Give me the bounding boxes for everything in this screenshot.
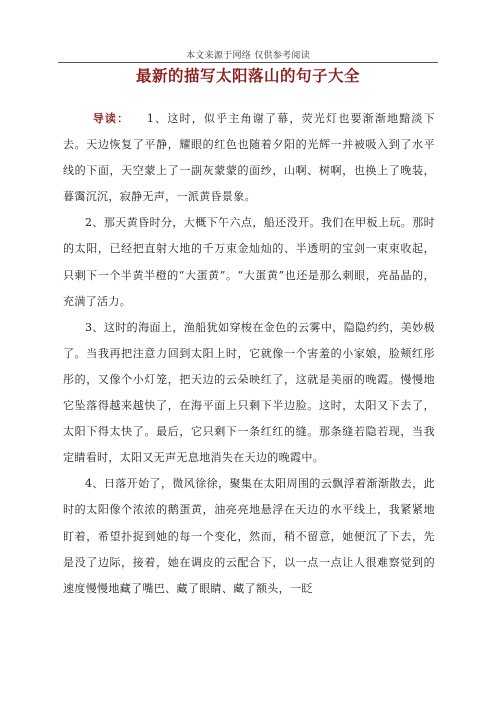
page-title: 最新的描写太阳落山的句子大全 bbox=[135, 66, 360, 85]
paragraph-4: 4、日落开始了，微风徐徐，聚集在太阳周围的云飘浮着渐渐散去，此时的太阳像个浓浓的鹅蛋黄，油亮亮地悬浮在天边的水平线上，我紧紧地盯着，希望扑捉到她的每一个变化，然而，稍不留意，她便沉了下去，先是没了边际，接着，她在调皮的云配合下，以一点一点让人很难察觉到的速度慢慢地藏了嘴巴、藏了眼睛、藏了额头，一眨 bbox=[63, 477, 435, 595]
article-body bbox=[63, 106, 435, 602]
paragraph-3: 3、这时的海面上，渔船犹如穿梭在金色的云雾中，隐隐约约，美妙极了。当我再把注意力回到太阳上时，它就像一个害羞的小家娘，脸颊红彤彤的，又像个小灯笼，把天边的云朵映红了，这就是美丽的晚霞。慢慢地它坠落得越来越快了，在海平面上只剩下半边脸。这时，太阳又下去了，太阳下得太快了。最后，它只剩下一条红红的缝。那条缝若隐若现，当我定睛看时，太阳又无声无息地消失在天边的晚霞中。 bbox=[63, 320, 435, 465]
paragraph-1-text: 1、这时，似乎主角谢了幕，荧光灯也要渐渐地黯淡下去。天边恢复了平静，耀眼的红色也随着夕阳的光辉一并被吸入到了水平线的下面，天空蒙上了一副灰蒙蒙的面纱，山啊、树啊，也换上了晚装，暮霭沉沉，寂静无声，一派黄昏景象。 bbox=[63, 112, 435, 204]
paragraph-2: 2、那天黄昏时分，大概下午六点，船还没开。我们在甲板上玩。那时的太阳，已经把直射大地的千万束金灿灿的、半透明的宝剑一束束收起，只剩下一个半黄半橙的“大蛋黄”。“大蛋黄”也还是那么刺眼，亮晶晶的，充满了活力。 bbox=[63, 216, 435, 308]
source-note: 本文来源于网络 仅供参考阅读 bbox=[185, 51, 311, 61]
paragraph-1 bbox=[63, 106, 435, 210]
header-divider bbox=[58, 62, 438, 63]
lead-label: 导读： bbox=[92, 112, 130, 125]
